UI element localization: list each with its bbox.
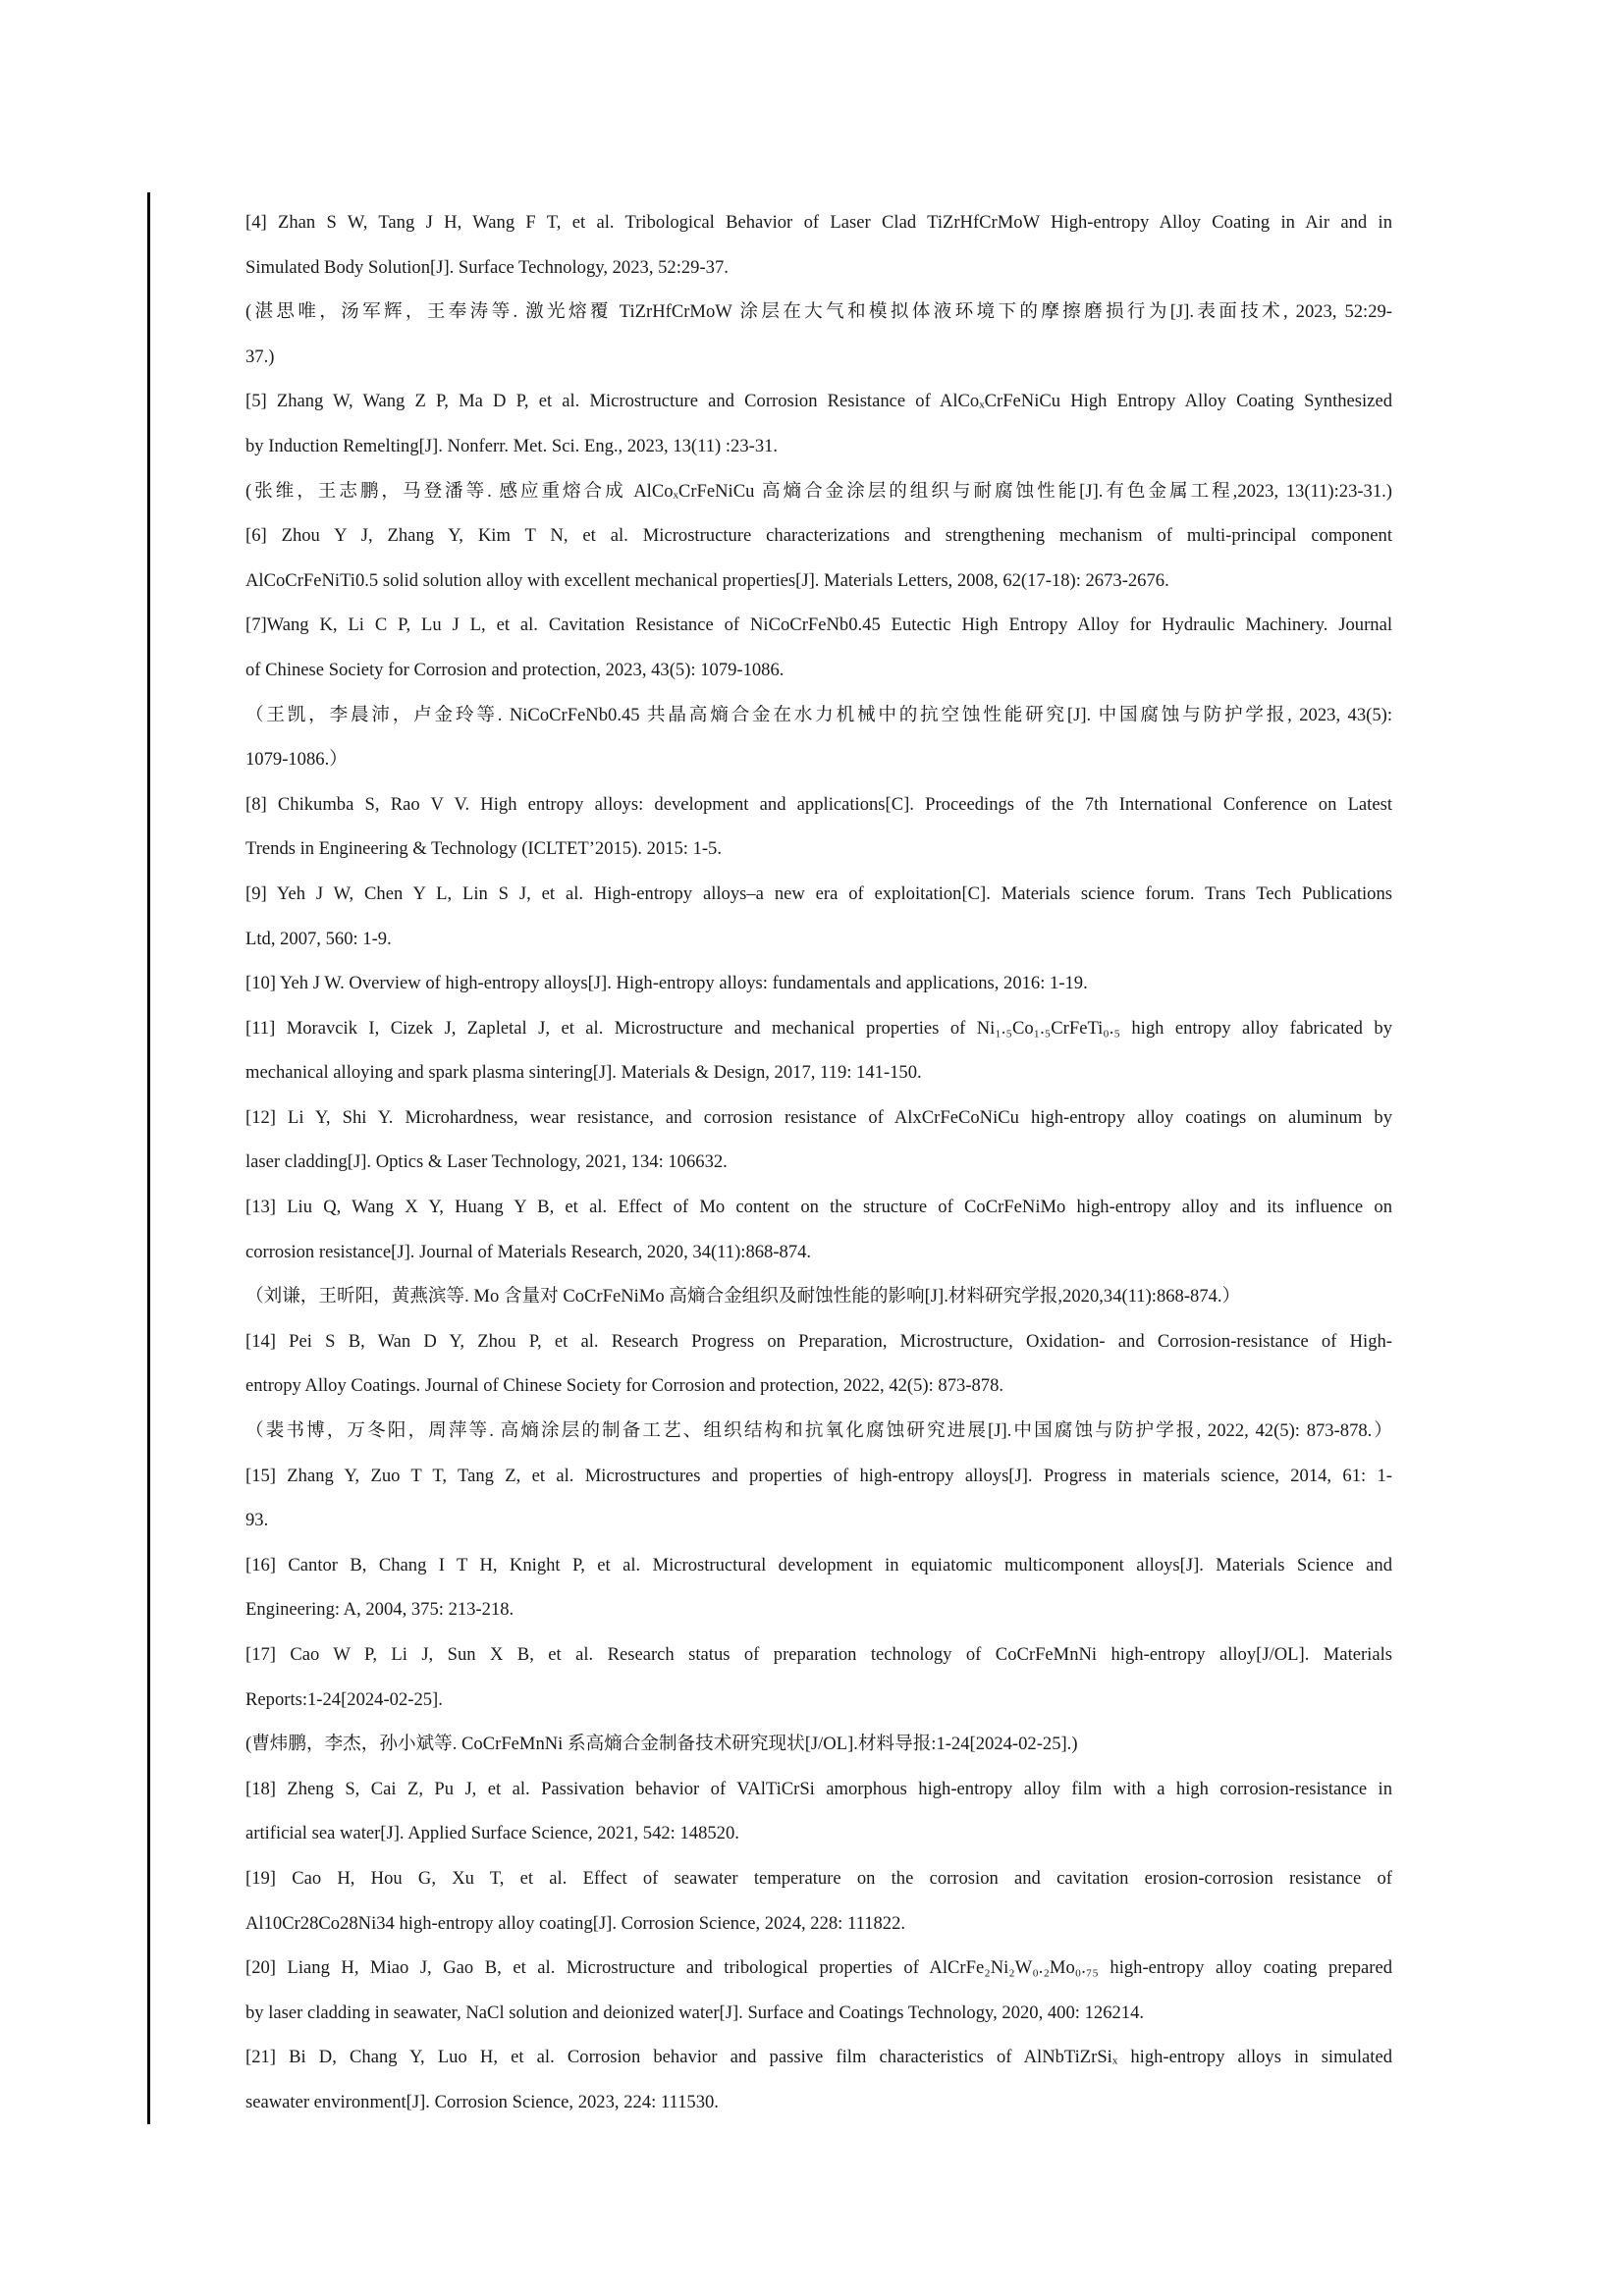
reference-line: by Induction Remelting[J]. Nonferr. Met. Sci. Eng., 2023, 13(11) :23-31. (245, 435, 779, 456)
reference-list (245, 200, 1392, 2125)
reference-entry-ref-15 (245, 1454, 1392, 1543)
reference-line: Simulated Body Solution[J]. Surface Technology, 2023, 52:29-37. (245, 256, 729, 278)
margin-rule (147, 192, 150, 2124)
reference-line: laser cladding[J]. Optics & Laser Technology, 2021, 134: 106632. (245, 1151, 728, 1173)
reference-line: [15] Zhang Y, Zuo T T, Tang Z, et al. Microstructures and properties of high-entropy alloys[J]. Progress in materials science, 2014, 61: 1- (245, 1465, 1392, 1486)
reference-line: corrosion resistance[J]. Journal of Materials Research, 2020, 34(11):868-874. (245, 1241, 812, 1262)
reference-line: [11] Moravcik I, Cizek J, Zapletal J, et al. Microstructure and mechanical properties of Ni₁.₅Co₁.₅CrFeTi₀.₅ high entropy alloy fabricated by (245, 1017, 1392, 1039)
reference-line: AlCoCrFeNiTi0.5 solid solution alloy with excellent mechanical properties[J]. Materials Letters, 2008, 62(17-18): 2673-2676. (245, 569, 1169, 591)
reference-line: artificial sea water[J]. Applied Surface Science, 2021, 542: 148520. (245, 1823, 739, 1844)
reference-line: [10] Yeh J W. Overview of high-entropy alloys[J]. High-entropy alloys: fundamentals and applications, 2016: 1-19. (245, 973, 1088, 994)
reference-line: [16] Cantor B, Chang I T H, Knight P, et al. Microstructural development in equiatomic multicomponent alloys[J]. Materials Science and (245, 1554, 1392, 1575)
reference-line: [18] Zheng S, Cai Z, Pu J, et al. Passivation behavior of VAlTiCrSi amorphous high-entropy alloy film with a high corrosion-resistance in (245, 1778, 1392, 1799)
reference-entry-ref-18 (245, 1767, 1392, 1856)
reference-line: [19] Cao H, Hou G, Xu T, et al. Effect of seawater temperature on the corrosion and cavitation erosion-corrosion resistance of (245, 1867, 1392, 1889)
reference-line: mechanical alloying and spark plasma sintering[J]. Materials & Design, 2017, 119: 141-150. (245, 1062, 922, 1084)
reference-entry-ref-8 (245, 782, 1392, 872)
reference-entry-ref-6 (245, 513, 1392, 603)
reference-line: 1079-1086.） (245, 749, 348, 771)
reference-line: (曹炜鹏，李杰，孙小斌等. CoCrFeMnNi 系高熵合金制备技术研究现状[J/OL].材料导报:1-24[2024-02-25].) (245, 1734, 1078, 1755)
reference-line: （裴书博，万冬阳，周萍等. 高熵涂层的制备工艺、组织结构和抗氧化腐蚀研究进展[J].中国腐蚀与防护学报, 2022, 42(5): 873-878.） (245, 1420, 1392, 1442)
reference-entry-ref-4 (245, 200, 1392, 379)
reference-line: (张维，王志鹏，马登潘等. 感应重熔合成 AlCoₓCrFeNiCu 高熵合金涂层的组织与耐腐蚀性能[J].有色金属工程,2023, 13(11):23-31.) (245, 480, 1392, 502)
reference-line: [13] Liu Q, Wang X Y, Huang Y B, et al. Effect of Mo content on the structure of CoCrFeNiMo high-entropy alloy and its influence on (245, 1197, 1392, 1218)
reference-entry-ref-12 (245, 1095, 1392, 1185)
reference-entry-ref-5 (245, 379, 1392, 513)
reference-line: 37.) (245, 346, 275, 367)
reference-line: [5] Zhang W, Wang Z P, Ma D P, et al. Microstructure and Corrosion Resistance of AlCoₓCrFeNiCu High Entropy Alloy Coating Synthesized (245, 391, 1392, 412)
reference-line: [4] Zhan S W, Tang J H, Wang F T, et al. Tribological Behavior of Laser Clad TiZrHfCrMoW High-entropy Alloy Coating in Air and in (245, 212, 1392, 233)
reference-line: [14] Pei S B, Wan D Y, Zhou P, et al. Research Progress on Preparation, Microstructure, Oxidation- and Corrosion-resistance of High- (245, 1330, 1392, 1352)
reference-line: 93. (245, 1510, 269, 1531)
reference-line: [21] Bi D, Chang Y, Luo H, et al. Corrosion behavior and passive film characteristics of AlNbTiZrSiₓ high-entropy alloys in simulated (245, 2047, 1392, 2068)
reference-line: （王凯，李晨沛，卢金玲等. NiCoCrFeNb0.45 共晶高熵合金在水力机械中的抗空蚀性能研究[J]. 中国腐蚀与防护学报, 2023, 43(5): (245, 704, 1392, 725)
reference-entry-ref-19 (245, 1856, 1392, 1946)
reference-line: [9] Yeh J W, Chen Y L, Lin S J, et al. High-entropy alloys–a new era of exploitation[C]. Materials science forum. Trans Tech Publications (245, 882, 1392, 904)
reference-entry-ref-13 (245, 1185, 1392, 1319)
reference-entry-ref-9 (245, 872, 1392, 961)
reference-line: [8] Chikumba S, Rao V V. High entropy alloys: development and applications[C]. Proceedings of the 7th International Conference on Latest (245, 793, 1392, 815)
reference-line: [7]Wang K, Li C P, Lu J L, et al. Cavitation Resistance of NiCoCrFeNb0.45 Eutectic High Entropy Alloy for Hydraulic Machinery. Journal (245, 614, 1392, 636)
reference-line: Engineering: A, 2004, 375: 213-218. (245, 1599, 514, 1621)
reference-line: Al10Cr28Co28Ni34 high-entropy alloy coating[J]. Corrosion Science, 2024, 228: 111822. (245, 1912, 906, 1934)
reference-line: Trends in Engineering & Technology (ICLTET’2015). 2015: 1-5. (245, 838, 723, 860)
reference-entry-ref-16 (245, 1543, 1392, 1632)
reference-line: entropy Alloy Coatings. Journal of Chinese Society for Corrosion and protection, 2022, 42(5): 873-878. (245, 1375, 1004, 1397)
reference-line: of Chinese Society for Corrosion and protection, 2023, 43(5): 1079-1086. (245, 659, 785, 680)
reference-entry-ref-7 (245, 603, 1392, 781)
reference-line: [12] Li Y, Shi Y. Microhardness, wear resistance, and corrosion resistance of AlxCrFeCoNiCu high-entropy alloy coatings on aluminum by (245, 1106, 1392, 1128)
reference-line: [6] Zhou Y J, Zhang Y, Kim T N, et al. Microstructure characterizations and strengthening mechanism of multi-principal component (245, 525, 1392, 547)
reference-entry-ref-10 (245, 961, 1392, 1006)
reference-line: （刘谦，王昕阳，黄燕滨等. Mo 含量对 CoCrFeNiMo 高熵合金组织及耐蚀性能的影响[J].材料研究学报,2020,34(11):868-874.） (245, 1286, 1241, 1308)
reference-entry-ref-11 (245, 1006, 1392, 1095)
reference-line: seawater environment[J]. Corrosion Science, 2023, 224: 111530. (245, 2091, 719, 2112)
reference-line: [17] Cao W P, Li J, Sun X B, et al. Research status of preparation technology of CoCrFeMnNi high-entropy alloy[J/OL]. Materials (245, 1644, 1392, 1665)
reference-entry-ref-14 (245, 1319, 1392, 1454)
reference-entry-ref-17 (245, 1632, 1392, 1767)
reference-line: (湛思唯，汤军辉，王奉涛等. 激光熔覆 TiZrHfCrMoW 涂层在大气和模拟体液环境下的摩擦磨损行为[J].表面技术, 2023, 52:29- (245, 301, 1392, 323)
reference-line: [20] Liang H, Miao J, Gao B, et al. Microstructure and tribological properties of AlCrFe₂Ni₂W₀.₂Mo₀.₇₅ high-entropy alloy coating prepared (245, 1957, 1392, 1979)
reference-line: Reports:1-24[2024-02-25]. (245, 1688, 443, 1710)
reference-line: by laser cladding in seawater, NaCl solution and deionized water[J]. Surface and Coatings Technology, 2020, 400: 126214. (245, 2002, 1145, 2023)
reference-line: Ltd, 2007, 560: 1-9. (245, 928, 392, 949)
reference-entry-ref-20 (245, 1946, 1392, 2035)
reference-entry-ref-21 (245, 2035, 1392, 2124)
